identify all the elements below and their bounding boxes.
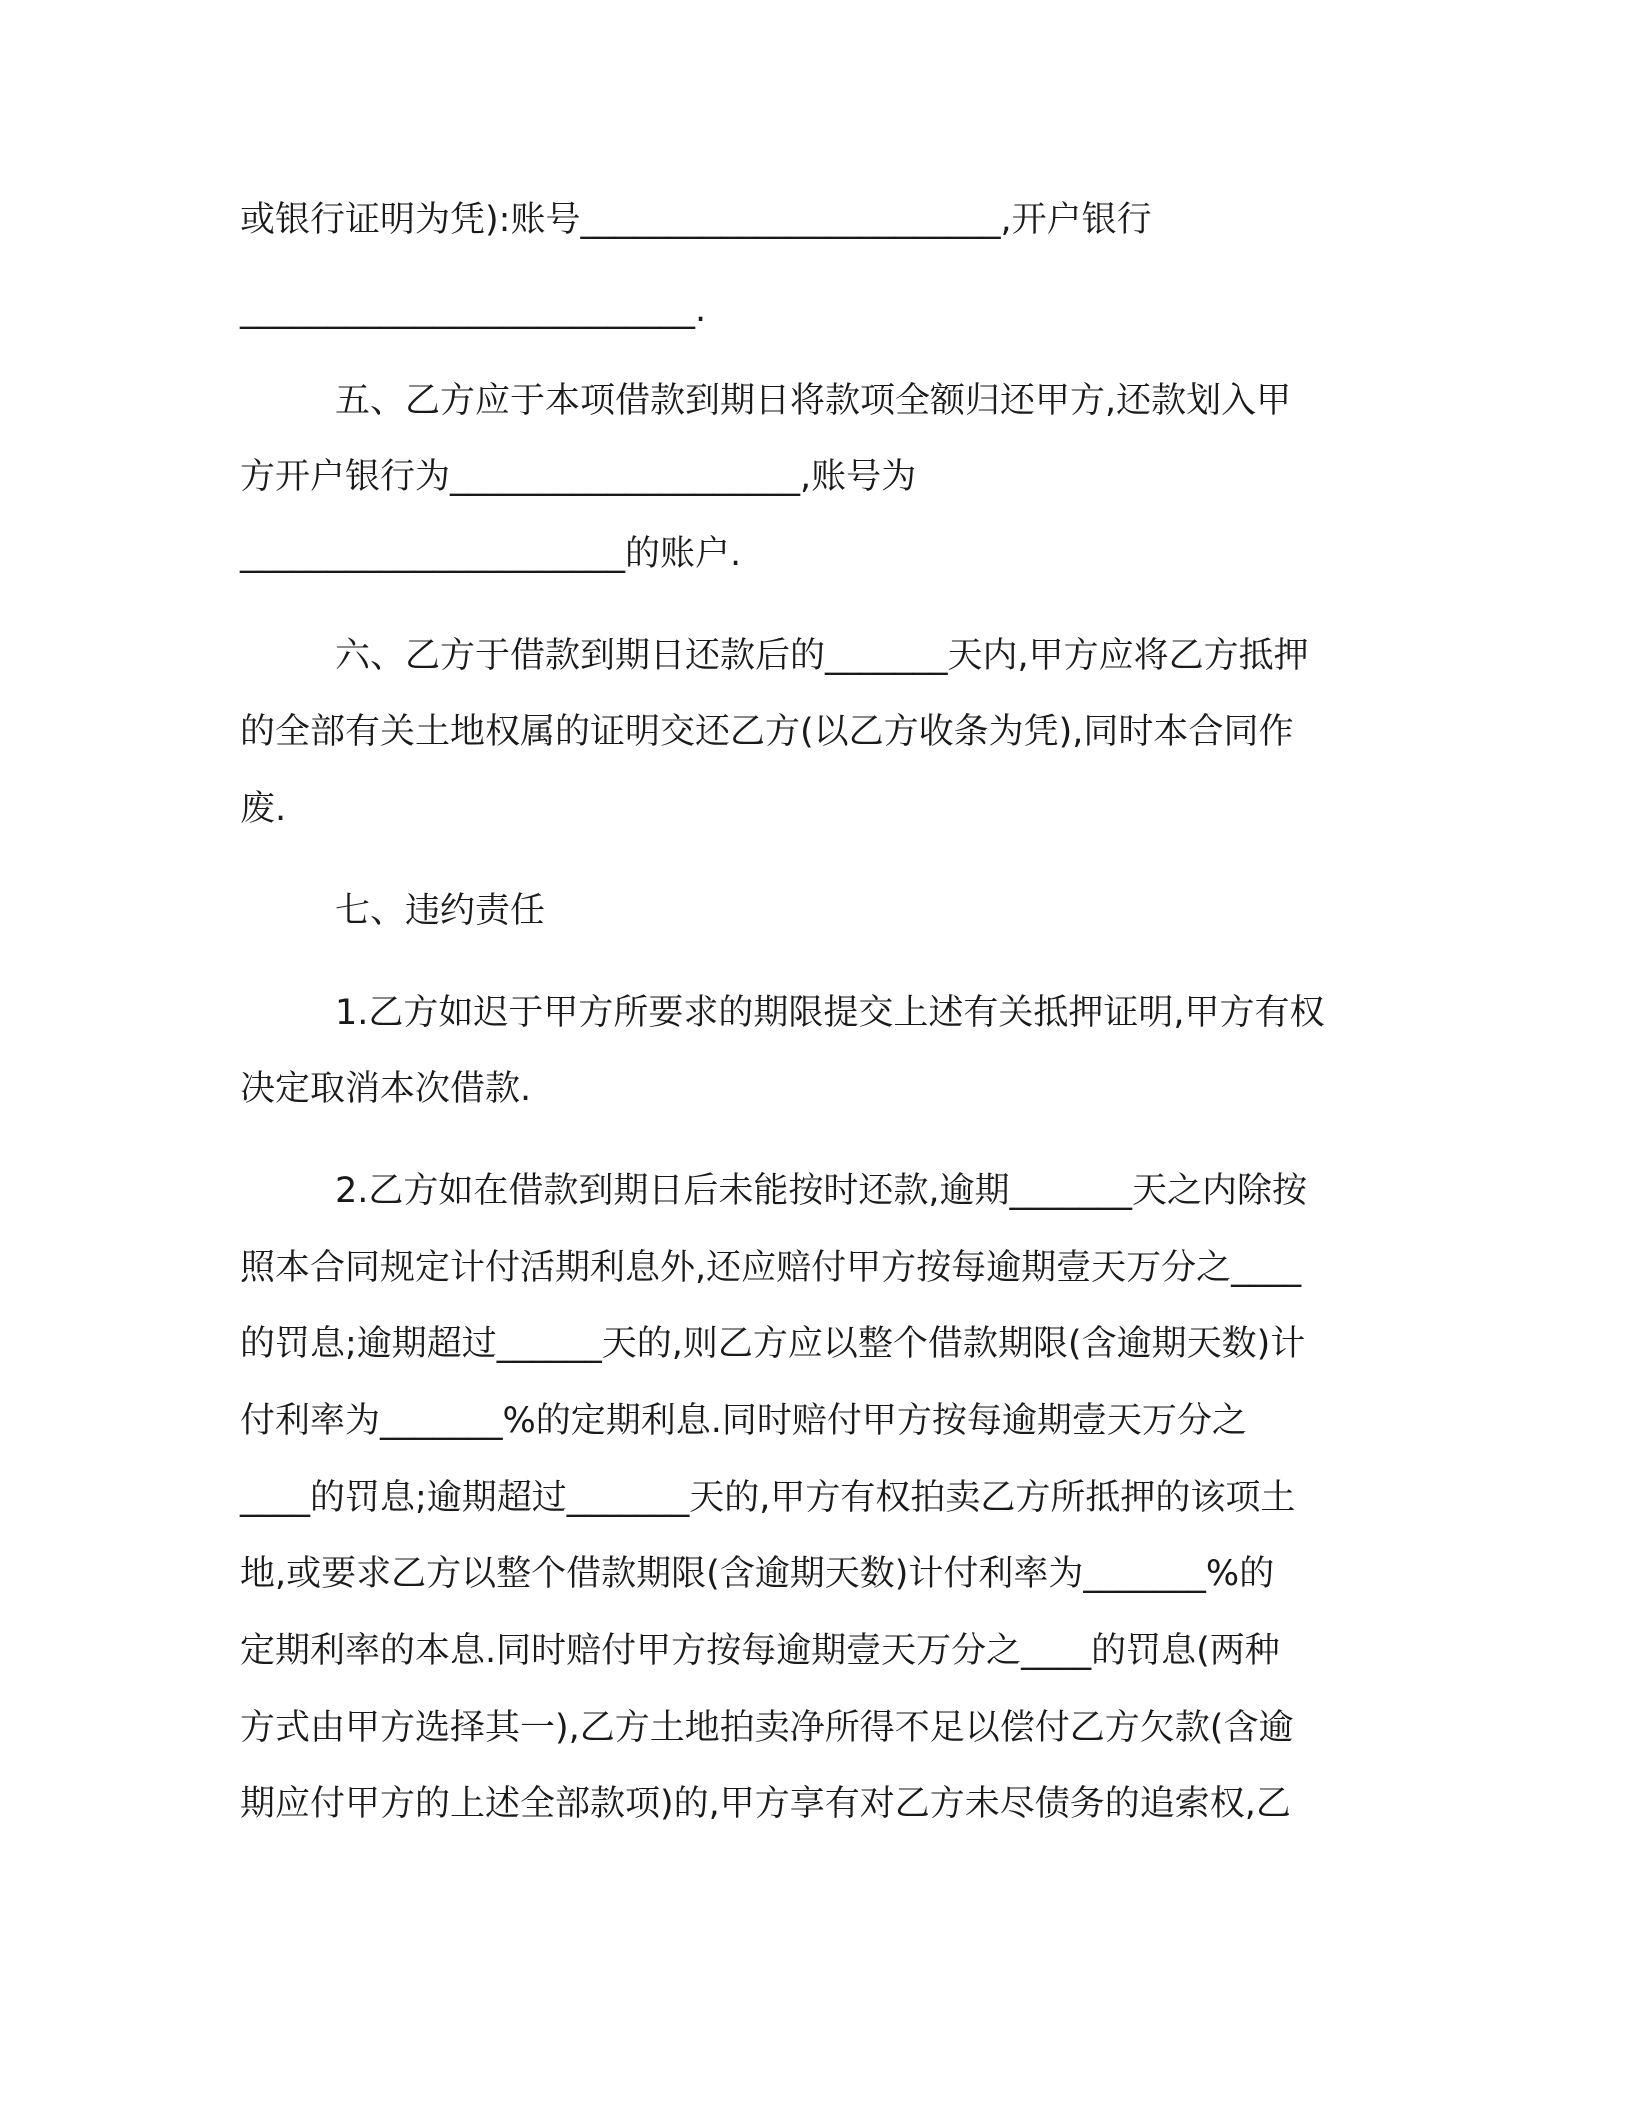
text-line: 付利率为_______%的定期利息.同时赔付甲方按每逾期壹天万分之 [240,1401,1247,1441]
text-line: 决定取消本次借款. [240,1069,532,1109]
text-line: ____的罚息;逾期超过_______天的,甲方有权拍卖乙方所抵押的该项土 [240,1478,1296,1518]
item-1-line: 1.乙方如迟于甲方所要求的期限提交上述有关抵押证明,甲方有权 [335,993,1325,1033]
text-line: 定期利率的本息.同时赔付甲方按每逾期壹天万分之____的罚息(两种 [240,1631,1280,1671]
text-line: 照本合同规定计付活期利息外,还应赔付甲方按每逾期壹天万分之____ [240,1248,1302,1288]
text-line: ______________________的账户. [240,534,742,574]
text-line: __________________________. [240,290,707,330]
text-line: 的全部有关土地权属的证明交还乙方(以乙方收条为凭),同时本合同作 [240,712,1294,752]
item-2-line: 2.乙方如在借款到期日后未能按时还款,逾期_______天之内除按 [335,1171,1308,1211]
clause-7-heading: 七、违约责任 [335,891,546,931]
text-line: 废. [240,789,287,829]
text-line: 或银行证明为凭):账号________________________,开户银行 [240,200,1152,240]
text-line: 地,或要求乙方以整个借款期限(含逾期天数)计付利率为_______%的 [240,1554,1275,1594]
text-line: 方式由甲方选择其一),乙方土地拍卖净所得不足以偿付乙方欠款(含逾 [240,1708,1294,1748]
clause-5-line: 五、乙方应于本项借款到期日将款项全额归还甲方,还款划入甲 [335,381,1292,421]
text-line: 方开户银行为____________________,账号为 [240,457,917,497]
text-line: 的罚息;逾期超过______天的,则乙方应以整个借款期限(含逾期天数)计 [240,1324,1306,1364]
text-line: 期应付甲方的上述全部款项)的,甲方享有对乙方未尽债务的追索权,乙 [240,1784,1291,1824]
clause-6-line: 六、乙方于借款到期日还款后的_______天内,甲方应将乙方抵押 [335,636,1309,676]
